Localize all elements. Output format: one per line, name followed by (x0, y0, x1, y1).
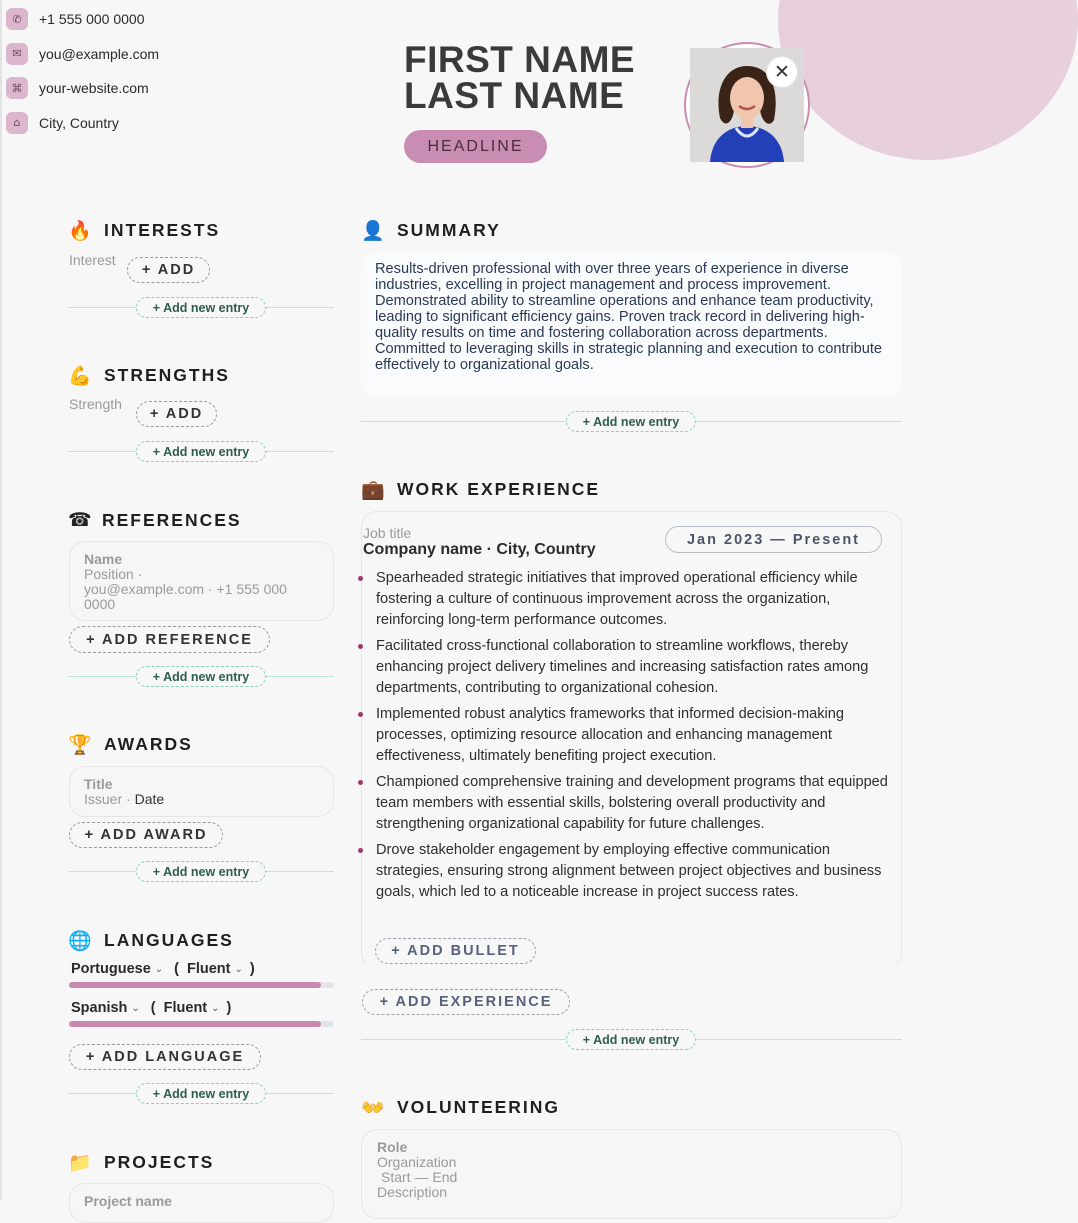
strengths-heading (68, 364, 230, 387)
add-new-entry-button[interactable]: + Add new entry (136, 441, 266, 462)
add-reference-button[interactable]: + ADD REFERENCE (69, 626, 270, 653)
contact-location[interactable] (6, 106, 159, 141)
reference-name[interactable]: Name (84, 551, 123, 567)
volunteer-dates (377, 1170, 886, 1185)
award-date[interactable]: Date (134, 791, 165, 807)
language-name[interactable]: Spanish (71, 1000, 128, 1016)
contact-email[interactable] (6, 37, 159, 72)
add-bullet-button[interactable]: + ADD BULLET (375, 938, 536, 964)
section-title[interactable]: VOLUNTEERING (397, 1097, 561, 1117)
contact-list (6, 2, 159, 140)
location-icon: ⌂ (6, 112, 28, 134)
section-title[interactable]: AWARDS (104, 734, 193, 754)
bullet-item[interactable]: Implemented robust analytics frameworks that informed decision-making processes, optimizing resource allocation and enhancing management effectiveness, ultimately benefiting project execution. (358, 704, 888, 767)
bullet-item[interactable]: Facilitated cross-functional collaboration to streamline workflows, thereby enhancing project delivery timelines and increasing satisfaction rates among departments, contributing to organizational cohesion. (358, 636, 888, 699)
corner-decoration (778, 0, 1078, 160)
fire-icon: 🔥 (68, 220, 92, 242)
volunteer-start[interactable]: Start (381, 1169, 411, 1185)
add-new-entry-button[interactable]: + Add new entry (136, 666, 266, 687)
volunteering-entry-card[interactable] (361, 1129, 902, 1219)
proficiency-fill (69, 982, 321, 988)
paren-close: ) (249, 961, 255, 977)
references-heading (68, 509, 242, 531)
section-title[interactable]: INTERESTS (104, 220, 221, 240)
first-name[interactable]: FIRST NAME (404, 39, 636, 80)
add-new-entry-button[interactable]: + Add new entry (136, 1083, 266, 1104)
proficiency-fill (69, 1021, 321, 1027)
interest-placeholder[interactable]: Interest (69, 252, 116, 268)
project-entry-card[interactable] (69, 1183, 334, 1223)
section-title[interactable]: LANGUAGES (104, 930, 234, 950)
globe-icon: 🌐 (68, 930, 92, 952)
language-proficiency-bar (69, 982, 334, 988)
summary-text[interactable]: Results-driven professional with over three years of experience in diverse industries, excelling in project management and process improvement. Demonstrated ability to streamline operations and enhance team productivity, leading to significant efficiency gains. Proven track record in delivering high-quality results on time and fostering collaboration across departments. Committed to leveraging skills in strategic planning and execution to contribute effectively to organizational goals. (375, 261, 883, 373)
date-range-badge[interactable]: Jan 2023 — Present (665, 526, 882, 553)
volunteer-role[interactable]: Role (377, 1139, 408, 1155)
add-new-entry-button[interactable]: + Add new entry (136, 297, 266, 318)
flexed-arm-icon: 💪 (68, 365, 92, 387)
language-level[interactable]: Fluent (163, 1000, 208, 1016)
website-icon: ⌘ (6, 77, 28, 99)
award-title[interactable]: Title (84, 776, 113, 792)
volunteer-description[interactable]: Description (377, 1184, 448, 1200)
last-name[interactable]: LAST NAME (404, 75, 625, 116)
projects-heading (68, 1151, 214, 1174)
phone-icon: ✆ (6, 8, 28, 30)
section-title[interactable]: STRENGTHS (104, 365, 230, 385)
add-interest-button[interactable]: + ADD (127, 257, 210, 283)
contact-website[interactable] (6, 71, 159, 106)
interests-heading (68, 219, 220, 242)
contact-text[interactable]: +1 555 000 0000 (39, 11, 145, 28)
full-name[interactable] (404, 39, 636, 116)
folder-icon: 📁 (68, 1152, 92, 1174)
reference-contact[interactable]: you@example.com · +1 555 000 0000 (84, 581, 287, 612)
section-title[interactable]: PROJECTS (104, 1152, 215, 1172)
awards-heading (68, 733, 193, 756)
language-row-portuguese (71, 961, 255, 977)
contact-text[interactable]: you@example.com (39, 45, 160, 62)
contact-text[interactable]: City, Country (39, 114, 119, 131)
volunteer-organization[interactable]: Organization (377, 1154, 457, 1170)
section-title[interactable]: SUMMARY (397, 220, 501, 240)
award-meta (84, 792, 319, 807)
reference-entry-card[interactable] (69, 541, 334, 621)
paren-open: ( (174, 961, 179, 977)
telephone-icon: ☎ (68, 509, 92, 531)
chevron-down-icon[interactable]: ⌄ (131, 1002, 140, 1014)
job-title[interactable]: Job title (363, 525, 412, 541)
section-title[interactable]: REFERENCES (102, 509, 242, 530)
trophy-icon: 🏆 (68, 734, 92, 756)
email-icon: ✉ (6, 43, 28, 65)
contact-text[interactable]: your-website.com (39, 80, 149, 97)
briefcase-icon: 💼 (361, 479, 385, 501)
award-issuer[interactable]: Issuer · (84, 791, 131, 807)
chevron-down-icon[interactable]: ⌄ (234, 963, 243, 975)
remove-photo-button[interactable]: ✕ (766, 56, 798, 88)
user-icon: 👤 (361, 220, 385, 242)
strength-placeholder[interactable]: Strength (69, 396, 122, 412)
add-experience-button[interactable]: + ADD EXPERIENCE (362, 989, 570, 1015)
language-row-spanish (71, 1000, 231, 1016)
work-experience-heading (361, 478, 600, 501)
languages-heading (68, 929, 234, 952)
language-proficiency-bar (69, 1021, 334, 1027)
language-level[interactable]: Fluent (187, 961, 231, 977)
contact-phone[interactable] (6, 2, 159, 37)
headline-badge[interactable]: HEADLINE (404, 130, 547, 163)
volunteering-heading (361, 1096, 560, 1119)
add-new-entry-button[interactable]: + Add new entry (566, 411, 696, 432)
paren-close: ) (226, 1000, 232, 1016)
add-strength-button[interactable]: + ADD (136, 401, 217, 427)
bullet-list (358, 568, 888, 908)
summary-heading (361, 219, 501, 242)
section-title[interactable]: WORK EXPERIENCE (397, 479, 601, 499)
bullet-item[interactable]: Spearheaded strategic initiatives that improved operational efficiency while fostering a culture of continuous improvement across the organization, reinforcing long-term performance outcomes. (358, 568, 888, 631)
summary-textbox[interactable] (361, 252, 902, 398)
open-hands-icon: 👐 (361, 1097, 385, 1119)
language-name[interactable]: Portuguese (71, 961, 151, 977)
chevron-down-icon[interactable]: ⌄ (154, 963, 164, 975)
add-new-entry-button[interactable]: + Add new entry (136, 861, 266, 882)
add-language-button[interactable]: + ADD LANGUAGE (69, 1044, 261, 1070)
company-location[interactable]: Company name · City, Country (363, 541, 596, 558)
reference-position[interactable]: Position · (84, 566, 143, 582)
volunteer-end[interactable]: End (432, 1169, 458, 1185)
project-name[interactable]: Project name (84, 1193, 172, 1209)
bullet-item[interactable]: Championed comprehensive training and development programs that equipped team members with essential skills, bolstering overall productivity and strengthening organizational capability for future challenges. (358, 772, 888, 835)
paren-open: ( (150, 1000, 156, 1016)
bullet-item[interactable]: Drove stakeholder engagement by employing effective communication strategies, ensuring strong alignment between project objectives and business goals, which led to a noticeable increase in project success rates. (358, 840, 888, 903)
add-award-button[interactable]: + ADD AWARD (69, 822, 223, 848)
award-entry-card[interactable] (69, 766, 334, 817)
date-dash: — (414, 1169, 429, 1185)
chevron-down-icon[interactable]: ⌄ (211, 1002, 220, 1014)
add-new-entry-button[interactable]: + Add new entry (566, 1029, 696, 1050)
